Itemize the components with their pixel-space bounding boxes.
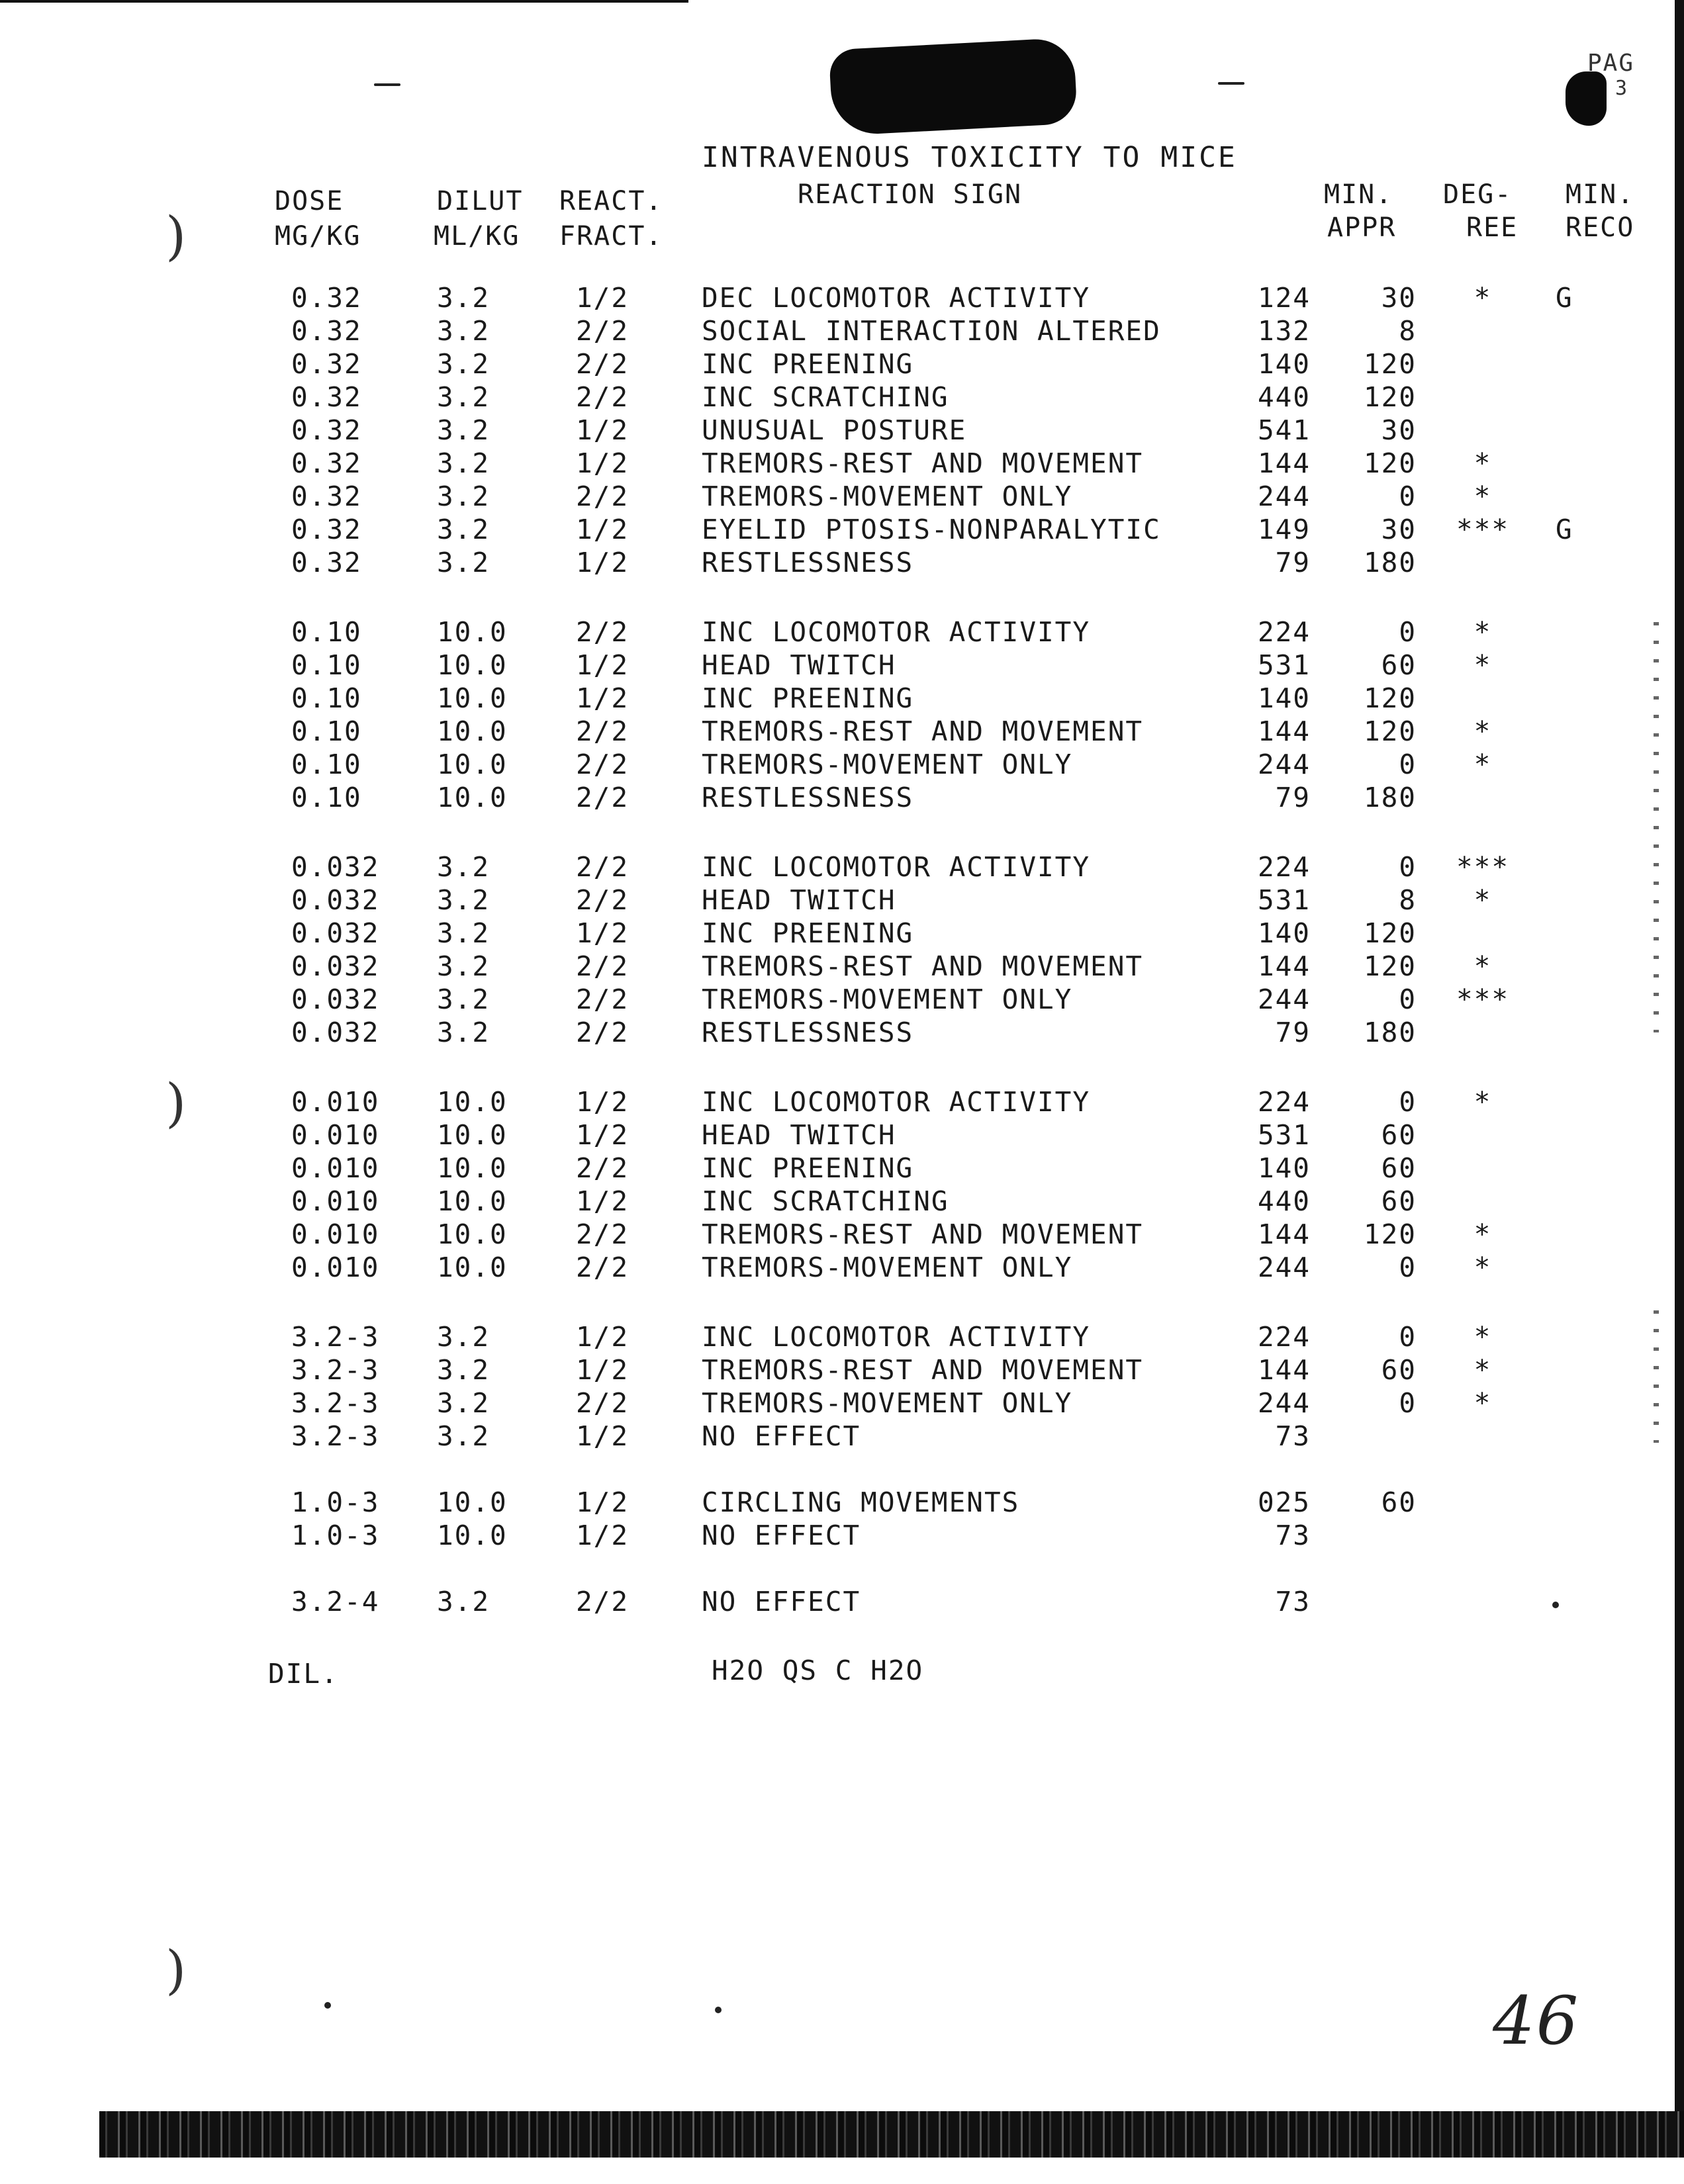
sign-code-cell: 144	[1257, 1354, 1311, 1386]
reaction-sign-cell: TREMORS-MOVEMENT ONLY	[702, 1387, 1073, 1419]
min-appr-cell: 120	[1363, 381, 1417, 413]
degree-cell: *	[1474, 1354, 1492, 1386]
degree-cell: *	[1474, 884, 1492, 916]
page-title: INTRAVENOUS TOXICITY TO MICE	[702, 141, 1237, 174]
dose-cell: 3.2-4	[291, 1586, 380, 1617]
reaction-sign-cell: NO EFFECT	[702, 1420, 861, 1452]
dilution-cell: 3.2	[437, 1387, 491, 1419]
reaction-sign-cell: RESTLESSNESS	[702, 1017, 914, 1048]
dilution-cell: 3.2	[437, 884, 491, 916]
dose-cell: 0.032	[291, 983, 380, 1015]
dilution-cell: 3.2	[437, 348, 491, 380]
dose-cell: 3.2-3	[291, 1420, 380, 1452]
sign-code-cell: 541	[1257, 414, 1311, 446]
dilution-cell: 3.2	[437, 315, 491, 347]
dose-cell: 0.032	[291, 1017, 380, 1048]
dilution-cell: 3.2	[437, 1017, 491, 1048]
reaction-fraction-cell: 1/2	[576, 447, 630, 479]
header-react-line1: REACT.	[559, 186, 663, 216]
dilution-cell: 3.2	[437, 282, 491, 314]
dilution-cell: 10.0	[437, 1251, 508, 1283]
reaction-sign-cell: TREMORS-REST AND MOVEMENT	[702, 447, 1144, 479]
reaction-fraction-cell: 2/2	[576, 851, 630, 883]
min-appr-cell: 60	[1381, 649, 1417, 681]
reaction-sign-cell: INC PREENING	[702, 348, 914, 380]
dose-cell: 1.0-3	[291, 1486, 380, 1518]
reaction-fraction-cell: 1/2	[576, 1321, 630, 1353]
sign-code-cell: 244	[1257, 749, 1311, 780]
reaction-fraction-cell: 2/2	[576, 884, 630, 916]
reaction-sign-cell: TREMORS-MOVEMENT ONLY	[702, 480, 1073, 512]
reaction-fraction-cell: 2/2	[576, 480, 630, 512]
dose-cell: 0.032	[291, 917, 380, 949]
dilution-cell: 3.2	[437, 1586, 491, 1617]
dose-cell: 0.10	[291, 782, 362, 813]
reaction-sign-cell: HEAD TWITCH	[702, 884, 896, 916]
sign-code-cell: 132	[1257, 315, 1311, 347]
degree-cell: ***	[1456, 983, 1510, 1015]
min-appr-cell: 0	[1399, 480, 1417, 512]
min-appr-cell: 0	[1399, 1387, 1417, 1419]
dose-cell: 3.2-3	[291, 1321, 380, 1353]
table-row	[0, 347, 1684, 381]
degree-cell: *	[1474, 1218, 1492, 1250]
dilution-cell: 10.0	[437, 782, 508, 813]
table-row	[0, 1353, 1684, 1387]
table-row	[0, 748, 1684, 781]
sign-code-cell: 144	[1257, 1218, 1311, 1250]
sign-code-cell: 73	[1275, 1586, 1311, 1617]
sign-code-cell: 73	[1275, 1520, 1311, 1551]
sign-code-cell: 440	[1257, 381, 1311, 413]
reaction-sign-cell: NO EFFECT	[702, 1520, 861, 1551]
dilution-cell: 10.0	[437, 1218, 508, 1250]
dose-cell: 0.10	[291, 682, 362, 714]
min-appr-cell: 30	[1381, 414, 1417, 446]
min-appr-cell: 0	[1399, 1321, 1417, 1353]
min-appr-cell: 30	[1381, 514, 1417, 545]
table-row	[0, 414, 1684, 447]
header-min-reco-line1: MIN.	[1566, 179, 1635, 210]
header-reaction-sign: REACTION SIGN	[798, 179, 1023, 210]
min-appr-cell: 8	[1399, 315, 1417, 347]
min-appr-cell: 0	[1399, 749, 1417, 780]
table-row	[0, 1320, 1684, 1353]
reaction-sign-cell: INC LOCOMOTOR ACTIVITY	[702, 616, 1091, 648]
table-row	[0, 1420, 1684, 1453]
table-row	[0, 950, 1684, 983]
reaction-fraction-cell: 1/2	[576, 282, 630, 314]
dilution-cell: 10.0	[437, 1520, 508, 1551]
table-row	[0, 781, 1684, 814]
degree-cell: *	[1474, 447, 1492, 479]
reaction-fraction-cell: 2/2	[576, 782, 630, 813]
sign-code-cell: 531	[1257, 884, 1311, 916]
scan-bottom-band	[99, 2111, 1684, 2158]
reaction-sign-cell: TREMORS-MOVEMENT ONLY	[702, 1251, 1073, 1283]
reaction-fraction-cell: 1/2	[576, 1520, 630, 1551]
table-row	[0, 682, 1684, 715]
reaction-sign-cell: INC SCRATCHING	[702, 381, 949, 413]
reaction-sign-cell: TREMORS-REST AND MOVEMENT	[702, 950, 1144, 982]
sign-code-cell: 140	[1257, 1152, 1311, 1184]
sign-code-cell: 531	[1257, 1119, 1311, 1151]
reaction-fraction-cell: 1/2	[576, 1354, 630, 1386]
dose-cell: 0.010	[291, 1251, 380, 1283]
hole-punch-mark: )	[165, 1939, 187, 2001]
reaction-sign-cell: RESTLESSNESS	[702, 782, 914, 813]
reaction-sign-cell: CIRCLING MOVEMENTS	[702, 1486, 1020, 1518]
sign-code-cell: 224	[1257, 1086, 1311, 1118]
table-row	[0, 1387, 1684, 1420]
degree-cell: ***	[1456, 514, 1510, 545]
dose-cell: 0.10	[291, 616, 362, 648]
dose-cell: 0.032	[291, 851, 380, 883]
min-appr-cell: 0	[1399, 851, 1417, 883]
reaction-sign-cell: INC LOCOMOTOR ACTIVITY	[702, 1086, 1091, 1118]
degree-cell: *	[1474, 749, 1492, 780]
table-row	[0, 1185, 1684, 1218]
dose-cell: 0.32	[291, 315, 362, 347]
dilution-cell: 3.2	[437, 514, 491, 545]
dilution-cell: 10.0	[437, 715, 508, 747]
min-appr-cell: 120	[1363, 917, 1417, 949]
min-appr-cell: 60	[1381, 1119, 1417, 1151]
min-appr-cell: 120	[1363, 447, 1417, 479]
sign-code-cell: 244	[1257, 1251, 1311, 1283]
table-row	[0, 884, 1684, 917]
sign-code-cell: 244	[1257, 1387, 1311, 1419]
reaction-fraction-cell: 2/2	[576, 1152, 630, 1184]
dilution-cell: 10.0	[437, 1152, 508, 1184]
dilution-cell: 10.0	[437, 1486, 508, 1518]
dilution-cell: 3.2	[437, 983, 491, 1015]
reaction-fraction-cell: 1/2	[576, 682, 630, 714]
header-dilut-line2: ML/KG	[434, 221, 520, 251]
dilution-cell: 10.0	[437, 1185, 508, 1217]
reaction-fraction-cell: 2/2	[576, 950, 630, 982]
degree-cell: ***	[1456, 851, 1510, 883]
table-row	[0, 715, 1684, 748]
reaction-fraction-cell: 2/2	[576, 381, 630, 413]
reaction-sign-cell: INC SCRATCHING	[702, 1185, 949, 1217]
sign-code-cell: 144	[1257, 950, 1311, 982]
min-appr-cell: 120	[1363, 682, 1417, 714]
dose-cell: 0.32	[291, 414, 362, 446]
sign-code-cell: 140	[1257, 682, 1311, 714]
degree-cell: *	[1474, 649, 1492, 681]
reaction-sign-cell: TREMORS-MOVEMENT ONLY	[702, 749, 1073, 780]
header-min-appr-line1: MIN.	[1324, 179, 1393, 210]
sign-code-cell: 224	[1257, 616, 1311, 648]
dose-cell: 0.32	[291, 282, 362, 314]
min-appr-cell: 120	[1363, 1218, 1417, 1250]
reaction-fraction-cell: 1/2	[576, 547, 630, 578]
reaction-sign-cell: HEAD TWITCH	[702, 1119, 896, 1151]
reaction-fraction-cell: 2/2	[576, 1218, 630, 1250]
dose-cell: 0.10	[291, 749, 362, 780]
min-appr-cell: 120	[1363, 348, 1417, 380]
dose-cell: 0.032	[291, 884, 380, 916]
reaction-fraction-cell: 2/2	[576, 715, 630, 747]
dilution-cell: 3.2	[437, 381, 491, 413]
header-react-line2: FRACT.	[559, 221, 663, 251]
min-appr-cell: 180	[1363, 782, 1417, 813]
degree-cell: *	[1474, 616, 1492, 648]
table-row	[0, 281, 1684, 314]
reaction-fraction-cell: 2/2	[576, 1251, 630, 1283]
sign-code-cell: 149	[1257, 514, 1311, 545]
table-row	[0, 314, 1684, 347]
header-min-reco-line2: RECO	[1566, 212, 1635, 243]
table-row	[0, 1519, 1684, 1552]
degree-cell: *	[1474, 1321, 1492, 1353]
sign-code-cell: 244	[1257, 983, 1311, 1015]
dilution-cell: 10.0	[437, 616, 508, 648]
reaction-fraction-cell: 2/2	[576, 315, 630, 347]
header-dose-line2: MG/KG	[275, 221, 361, 251]
table-row	[0, 513, 1684, 546]
sign-code-cell: 79	[1275, 1017, 1311, 1048]
sign-code-cell: 244	[1257, 480, 1311, 512]
reaction-fraction-cell: 2/2	[576, 1586, 630, 1617]
degree-cell: *	[1474, 1387, 1492, 1419]
sign-code-cell: 531	[1257, 649, 1311, 681]
table-row	[0, 447, 1684, 480]
reaction-sign-cell: RESTLESSNESS	[702, 547, 914, 578]
reaction-fraction-cell: 2/2	[576, 1017, 630, 1048]
dilution-cell: 3.2	[437, 917, 491, 949]
dilution-cell: 3.2	[437, 447, 491, 479]
dose-cell: 0.010	[291, 1218, 380, 1250]
dose-cell: 0.32	[291, 381, 362, 413]
dose-cell: 0.10	[291, 715, 362, 747]
dose-cell: 3.2-3	[291, 1354, 380, 1386]
reaction-fraction-cell: 1/2	[576, 514, 630, 545]
page-label: PAG	[1587, 50, 1635, 77]
min-appr-cell: 180	[1363, 547, 1417, 578]
min-appr-cell: 60	[1381, 1486, 1417, 1518]
min-appr-cell: 0	[1399, 616, 1417, 648]
reaction-sign-cell: NO EFFECT	[702, 1586, 861, 1617]
header-degree-line2: REE	[1466, 212, 1519, 243]
handwritten-page-number: 46	[1493, 1982, 1580, 2060]
dose-cell: 0.32	[291, 348, 362, 380]
reaction-fraction-cell: 2/2	[576, 348, 630, 380]
sign-code-cell: 73	[1275, 1420, 1311, 1452]
header-dose-line1: DOSE	[275, 186, 344, 216]
dose-cell: 0.010	[291, 1152, 380, 1184]
table-row	[0, 1251, 1684, 1284]
dose-cell: 3.2-3	[291, 1387, 380, 1419]
dose-cell: 0.32	[291, 547, 362, 578]
dilution-cell: 3.2	[437, 1354, 491, 1386]
table-row	[0, 1016, 1684, 1049]
min-appr-cell: 120	[1363, 950, 1417, 982]
reaction-fraction-cell: 2/2	[576, 616, 630, 648]
dose-cell: 0.10	[291, 649, 362, 681]
table-row	[0, 850, 1684, 884]
sign-code-cell: 144	[1257, 715, 1311, 747]
dose-cell: 0.032	[291, 950, 380, 982]
table-row	[0, 1486, 1684, 1519]
dose-cell: 1.0-3	[291, 1520, 380, 1551]
min-appr-cell: 0	[1399, 983, 1417, 1015]
degree-cell: *	[1474, 715, 1492, 747]
table-row	[0, 649, 1684, 682]
dose-cell: 0.010	[291, 1185, 380, 1217]
reaction-sign-cell: TREMORS-REST AND MOVEMENT	[702, 1354, 1144, 1386]
reaction-fraction-cell: 1/2	[576, 414, 630, 446]
degree-cell: *	[1474, 1086, 1492, 1118]
min-appr-cell: 180	[1363, 1017, 1417, 1048]
diluent-label: DIL.	[268, 1658, 339, 1690]
dilution-cell: 3.2	[437, 414, 491, 446]
reaction-sign-cell: INC LOCOMOTOR ACTIVITY	[702, 851, 1091, 883]
min-appr-cell: 60	[1381, 1354, 1417, 1386]
reaction-fraction-cell: 2/2	[576, 983, 630, 1015]
dose-cell: 0.32	[291, 514, 362, 545]
dose-cell: 0.010	[291, 1119, 380, 1151]
min-appr-cell: 60	[1381, 1152, 1417, 1184]
header-min-appr-line2: APPR	[1327, 212, 1397, 243]
min-appr-cell: 30	[1381, 282, 1417, 314]
sign-code-cell: 124	[1257, 282, 1311, 314]
degree-cell: *	[1474, 480, 1492, 512]
min-appr-cell: 120	[1363, 715, 1417, 747]
table-row	[0, 381, 1684, 414]
sign-code-cell: 025	[1257, 1486, 1311, 1518]
table-row	[0, 983, 1684, 1016]
reaction-sign-cell: TREMORS-REST AND MOVEMENT	[702, 1218, 1144, 1250]
reaction-sign-cell: TREMORS-REST AND MOVEMENT	[702, 715, 1144, 747]
dose-cell: 0.010	[291, 1086, 380, 1118]
dilution-cell: 10.0	[437, 649, 508, 681]
dilution-cell: 10.0	[437, 1086, 508, 1118]
table-row	[0, 1585, 1684, 1618]
dilution-cell: 3.2	[437, 950, 491, 982]
min-reco-cell: G	[1556, 514, 1573, 545]
min-appr-cell: 0	[1399, 1086, 1417, 1118]
reaction-fraction-cell: 2/2	[576, 749, 630, 780]
table-row	[0, 615, 1684, 649]
reaction-fraction-cell: 1/2	[576, 649, 630, 681]
table-row	[0, 1118, 1684, 1152]
sign-code-cell: 79	[1275, 782, 1311, 813]
table-row	[0, 1152, 1684, 1185]
header-degree-line1: DEG-	[1443, 179, 1513, 210]
min-appr-cell: 0	[1399, 1251, 1417, 1283]
reaction-sign-cell: EYELID PTOSIS-NONPARALYTIC	[702, 514, 1161, 545]
dilution-cell: 10.0	[437, 1119, 508, 1151]
reaction-fraction-cell: 2/2	[576, 1387, 630, 1419]
dose-cell: 0.32	[291, 480, 362, 512]
table-row	[0, 1218, 1684, 1251]
sign-code-cell: 224	[1257, 851, 1311, 883]
sign-code-cell: 224	[1257, 1321, 1311, 1353]
reaction-fraction-cell: 1/2	[576, 1486, 630, 1518]
reaction-sign-cell: INC PREENING	[702, 917, 914, 949]
reaction-fraction-cell: 1/2	[576, 1420, 630, 1452]
dilution-cell: 3.2	[437, 851, 491, 883]
min-appr-cell: 8	[1399, 884, 1417, 916]
reaction-fraction-cell: 1/2	[576, 1086, 630, 1118]
degree-cell: *	[1474, 1251, 1492, 1283]
reaction-sign-cell: TREMORS-MOVEMENT ONLY	[702, 983, 1073, 1015]
min-reco-cell: G	[1556, 282, 1573, 314]
dilution-cell: 3.2	[437, 547, 491, 578]
reaction-fraction-cell: 1/2	[576, 1119, 630, 1151]
reaction-fraction-cell: 1/2	[576, 1185, 630, 1217]
page-number: 3	[1615, 77, 1629, 100]
dilution-cell: 10.0	[437, 749, 508, 780]
diluent-value: H2O QS C H2O	[712, 1655, 924, 1686]
sign-code-cell: 440	[1257, 1185, 1311, 1217]
reaction-sign-cell: UNUSUAL POSTURE	[702, 414, 967, 446]
reaction-sign-cell: SOCIAL INTERACTION ALTERED	[702, 315, 1161, 347]
reaction-sign-cell: INC PREENING	[702, 1152, 914, 1184]
hole-punch-mark: )	[165, 1072, 187, 1134]
reaction-fraction-cell: 1/2	[576, 917, 630, 949]
table-row	[0, 546, 1684, 579]
dose-cell: 0.32	[291, 447, 362, 479]
sign-code-cell: 140	[1257, 348, 1311, 380]
reaction-sign-cell: DEC LOCOMOTOR ACTIVITY	[702, 282, 1091, 314]
min-appr-cell: 60	[1381, 1185, 1417, 1217]
dilution-cell: 3.2	[437, 1420, 491, 1452]
dilution-cell: 3.2	[437, 1321, 491, 1353]
degree-cell: *	[1474, 282, 1492, 314]
hole-punch-mark: )	[165, 205, 187, 267]
sign-code-cell: 140	[1257, 917, 1311, 949]
sign-code-cell: 79	[1275, 547, 1311, 578]
reaction-sign-cell: INC PREENING	[702, 682, 914, 714]
degree-cell: *	[1474, 950, 1492, 982]
dilution-cell: 3.2	[437, 480, 491, 512]
sign-code-cell: 144	[1257, 447, 1311, 479]
reaction-sign-cell: INC LOCOMOTOR ACTIVITY	[702, 1321, 1091, 1353]
reaction-sign-cell: HEAD TWITCH	[702, 649, 896, 681]
header-dilut-line1: DILUT	[437, 186, 524, 216]
table-row	[0, 917, 1684, 950]
table-row	[0, 1085, 1684, 1118]
dilution-cell: 10.0	[437, 682, 508, 714]
table-row	[0, 480, 1684, 513]
